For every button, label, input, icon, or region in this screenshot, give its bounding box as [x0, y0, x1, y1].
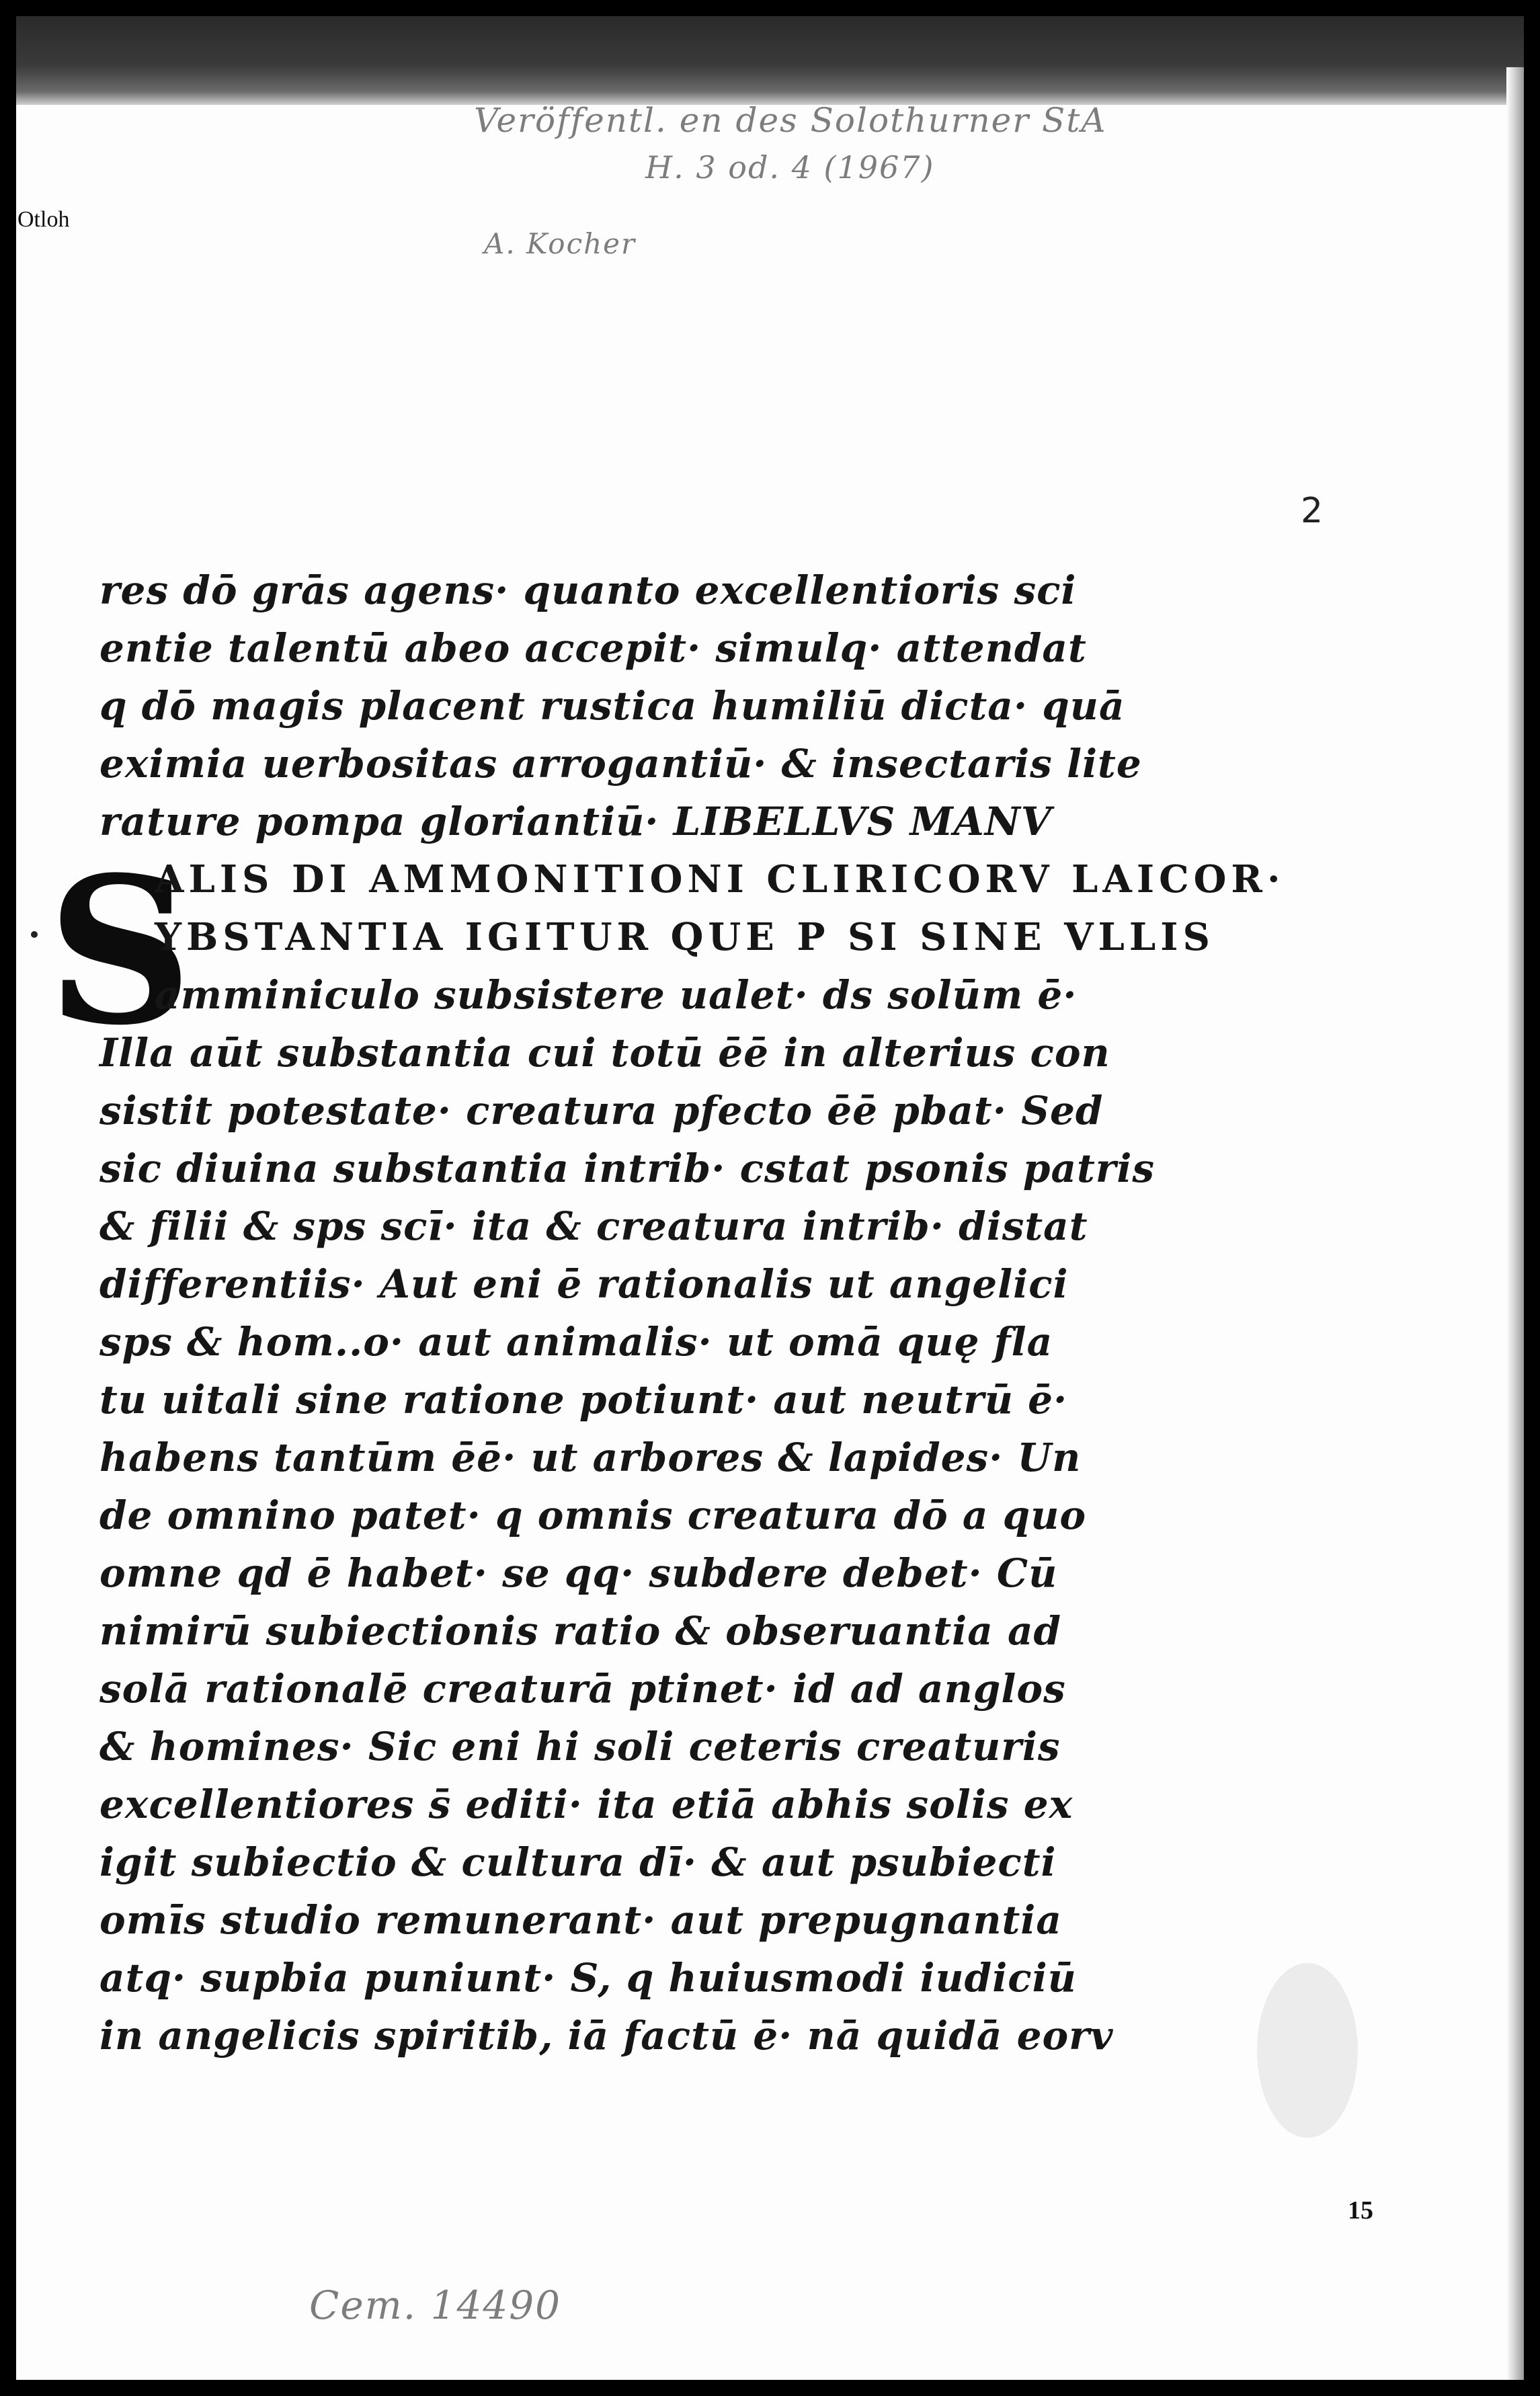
- manuscript-line: de omnino patet· q omnis creatura dō a quo: [99, 1492, 1087, 1538]
- manuscript-line: omīs studio remunerant· aut prepugnantia: [99, 1897, 1062, 1943]
- manuscript-line: entie talentū abeo accepit· simulq· attendat: [99, 625, 1087, 671]
- manuscript-line: differentiis· Aut eni ē rationalis ut angelici: [99, 1261, 1069, 1307]
- pencil-annotation-3: A. Kocher: [484, 227, 637, 260]
- page-number: 15: [1348, 2196, 1373, 2225]
- pencil-annotation-1: Veröffentl. en des Solothurner StA: [474, 101, 1107, 140]
- manuscript-line: igit subiectio & cultura dī· & aut psubiecti: [99, 1839, 1057, 1885]
- manuscript-line: ALIS DI AMMONITIONI CLIRICORV LAICOR·: [155, 857, 1285, 902]
- manuscript-line: sic diuina substantia intrib· cstat psonis patris: [99, 1146, 1156, 1191]
- page-gutter-shadow: [1506, 67, 1524, 2380]
- manuscript-line: habens tantūm ēē· ut arbores & lapides· Un: [99, 1435, 1082, 1480]
- manuscript-line: sps & hom..o· aut animalis· ut omā quę fla: [99, 1319, 1053, 1365]
- manuscript-line: & homines· Sic eni hi soli ceteris creaturis: [99, 1724, 1061, 1769]
- manuscript-line: res dō grās agens· quanto excellentioris sci: [99, 567, 1077, 613]
- folio-number: 2: [1301, 491, 1324, 531]
- decorated-initial: S: [47, 832, 193, 1070]
- manuscript-line: & filii & sps scī· ita & creatura intrib· distat: [99, 1203, 1088, 1249]
- manuscript-line: YBSTANTIA IGITUR QUE P SI SINE VLLIS: [155, 915, 1215, 959]
- manuscript-line: atq· supbia puniunt· S, q huiusmodi iudiciū: [99, 1955, 1077, 2001]
- manuscript-line: rature pompa gloriantiū· LIBELLVS MANV: [99, 799, 1052, 844]
- manuscript-line: amminiculo subsistere ualet· ds solūm ē·: [155, 972, 1078, 1018]
- manuscript-line: tu uitali sine ratione potiunt· aut neutrū ē·: [99, 1377, 1068, 1423]
- manuscript-line: q dō magis placent rustica humiliū dicta· quā: [99, 683, 1125, 729]
- manuscript-line: excellentiores s̄ editi· ita etiā abhis solis ex: [99, 1782, 1073, 1827]
- running-head: Otloh: [17, 207, 70, 232]
- scan-edge-shadow: [16, 16, 1524, 105]
- scan-smudge: [1257, 1963, 1358, 2138]
- manuscript-line: Illa aūt substantia cui totū ēē in alterius con: [99, 1030, 1110, 1076]
- manuscript-line: eximia uerbositas arrogantiū· & insectaris lite: [99, 741, 1142, 787]
- pencil-annotation-2: H. 3 od. 4 (1967): [645, 149, 935, 186]
- manuscript-line: in angelicis spiritib, iā factū ē· nā quidā eorv: [99, 2013, 1114, 2059]
- manuscript-line: omne qd ē habet· se qq· subdere debet· Cū: [99, 1550, 1058, 1596]
- manuscript-line: nimirū subiectionis ratio & obseruantia ad: [99, 1608, 1062, 1654]
- manuscript-line: sistit potestate· creatura pfecto ēē pbat· Sed: [99, 1088, 1104, 1133]
- manuscript-text-block: [99, 561, 1285, 2065]
- manuscript-line: solā rationalē creaturā ptinet· id ad anglos: [99, 1666, 1066, 1712]
- margin-mark: [31, 931, 38, 938]
- pencil-shelfmark: Cem. 14490: [309, 2282, 562, 2328]
